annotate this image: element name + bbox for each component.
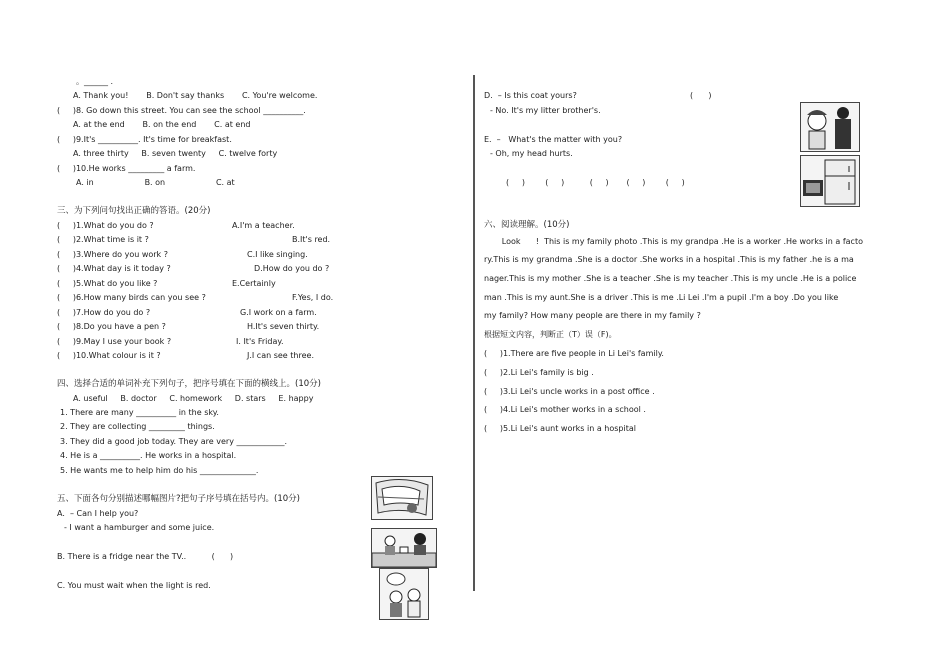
reading-passage-line: nager.This is my mother .She is a teacher .She is my teacher .This is my uncle .He is a police xyxy=(484,274,857,283)
fridge-tv-picture xyxy=(800,155,860,207)
picture-sentence-e-reply: - Oh, my head hurts. xyxy=(490,149,573,158)
reading-passage-line: man .This is my aunt.She is a driver .This is me .Li Lei .I'm a pupil .I'm a boy .Do you like xyxy=(484,293,839,302)
reading-passage-line: my family? How many people are there in my family ? xyxy=(484,311,701,320)
matching-answer: I. It's Friday. xyxy=(236,337,284,346)
matching-question: ( )7.How do you do ? xyxy=(57,308,151,317)
doctor-picture xyxy=(379,568,429,620)
reading-passage-line: ry.This is my grandma .She is a doctor .She works in a hospital .This is my father .he is a ma xyxy=(484,255,854,264)
matching-question: ( )8.Do you have a pen ? xyxy=(57,322,166,331)
fill-sentence: 5. He wants me to help him do his ______________. xyxy=(60,466,259,475)
matching-answer: D.How do you do ? xyxy=(254,264,330,273)
q9-text: ( )9.It's __________. It's time for breakfast. xyxy=(57,135,232,144)
picture-sentence-a: A. – Can I help you? xyxy=(57,509,139,518)
matching-answer: F.Yes, I do. xyxy=(292,293,334,302)
matching-question: ( )6.How many birds can you see ? xyxy=(57,293,206,302)
picture-sentence-c: C. You must wait when the light is red. xyxy=(57,581,211,590)
matching-question: ( )9.May I use your book ? xyxy=(57,337,172,346)
matching-answer: G.I work on a farm. xyxy=(240,308,317,317)
matching-answer: E.Certainly xyxy=(232,279,276,288)
matching-answer: H.It's seven thirty. xyxy=(247,322,320,331)
matching-answer: A.I'm a teacher. xyxy=(232,221,295,230)
fill-sentence: 3. They did a good job today. They are very ____________. xyxy=(60,437,288,446)
matching-question: ( )1.What do you do ? xyxy=(57,221,154,230)
section4-title: 四、选择合适的单词补充下列句子，把序号填在下面的横线上。(10分) xyxy=(57,379,321,389)
matching-answer: J.I can see three. xyxy=(247,351,314,360)
fill-sentence: 1. There are many __________ in the sky. xyxy=(60,408,219,417)
q10-text: ( )10.He works _________ a farm. xyxy=(57,164,196,173)
boy-coat-picture xyxy=(800,102,860,152)
bus-window-picture xyxy=(371,476,433,520)
column-divider xyxy=(473,75,475,591)
matching-question: ( )5.What do you like ? xyxy=(57,279,158,288)
reading-passage-line: Look ! This is my family photo .This is my grandpa .He is a worker .He works in a facto xyxy=(484,237,863,246)
picture-answer-brackets: ( ) ( ) ( ) ( ) ( ) xyxy=(506,178,685,187)
section3-title: 三、为下列问句找出正确的答语。(20分) xyxy=(57,206,211,216)
true-false-item: ( )3.Li Lei's uncle works in a post office . xyxy=(484,387,655,396)
picture-sentence-e: E. – What's the matter with you? xyxy=(484,135,623,144)
matching-question: ( )10.What colour is it ? xyxy=(57,351,161,360)
matching-answer: C.I like singing. xyxy=(247,250,308,259)
matching-question: ( )3.Where do you work ? xyxy=(57,250,168,259)
matching-question: ( )2.What time is it ? xyxy=(57,235,149,244)
q7-options: A. Thank you! B. Don't say thanks C. You're welcome. xyxy=(73,91,318,100)
true-false-item: ( )1.There are five people in Li Lei's family. xyxy=(484,349,664,358)
q9-options: A. three thirty B. seven twenty C. twelve forty xyxy=(73,149,278,158)
true-false-item: ( )2.Li Lei's family is big . xyxy=(484,368,594,377)
fill-sentence: 4. He is a __________. He works in a hospital. xyxy=(60,451,237,460)
picture-sentence-d-reply: - No. It's my litter brother's. xyxy=(490,106,601,115)
q10-options: A. in B. on C. at xyxy=(76,178,235,187)
fill-sentence: 2. They are collecting _________ things. xyxy=(60,422,215,431)
q8-text: ( )8. Go down this street. You can see the school __________. xyxy=(57,106,306,115)
section5-title: 五、下面各句分别描述哪幅图片?把句子序号填在括号内。(10分) xyxy=(57,494,300,504)
shop-counter-picture xyxy=(371,528,437,568)
matching-answer: B.It's red. xyxy=(292,235,331,244)
q8-options: A. at the end B. on the end C. at end xyxy=(73,120,251,129)
picture-sentence-d: D. – Is this coat yours? xyxy=(484,91,577,100)
section6-title: 六、阅读理解。(10分) xyxy=(484,220,570,230)
prev-question-blank: 。______ . xyxy=(76,77,114,86)
picture-sentence-a-reply: - I want a hamburger and some juice. xyxy=(64,523,215,532)
section4-word-options: A. useful B. doctor C. homework D. stars E. happy xyxy=(73,394,314,403)
answer-bracket-d: ( ) xyxy=(690,91,712,100)
true-false-item: ( )4.Li Lei's mother works in a school . xyxy=(484,405,646,414)
true-false-item: ( )5.Li Lei's aunt works in a hospital xyxy=(484,424,636,433)
judge-instruction: 根据短文内容，判断正（T）误（F)。 xyxy=(484,330,617,339)
matching-question: ( )4.What day is it today ? xyxy=(57,264,171,273)
picture-sentence-b: B. There is a fridge near the TV.. ( ) xyxy=(57,552,234,561)
